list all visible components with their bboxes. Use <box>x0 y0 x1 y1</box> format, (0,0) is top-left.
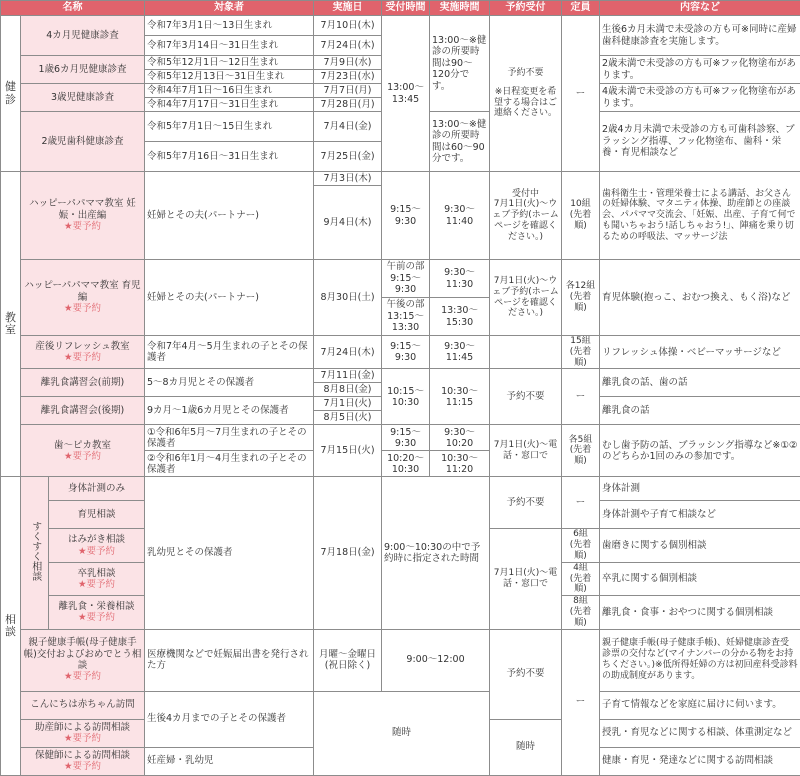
first-come-label: (先着順) <box>569 210 592 231</box>
consult-target: 妊産婦・乳幼児 <box>145 747 314 775</box>
reservation-required-badge: ★要予約 <box>77 545 116 557</box>
header-target: 対象者 <box>145 1 314 16</box>
class-capacity <box>562 260 600 336</box>
first-come-label: (先着順) <box>569 540 592 561</box>
exam-target: 令和5年7月1日～15日生まれ <box>145 112 314 142</box>
reservation-required-badge: ★要予約 <box>63 352 102 364</box>
exam-date: 7月10日(木) <box>314 16 382 36</box>
exam-name: 1歳6カ月児健康診査 <box>21 56 145 84</box>
capacity-count: 6組 <box>573 529 588 540</box>
class-content: 離乳食の話 <box>600 397 800 425</box>
exam-target: 令和7年3月14日～31日生まれ <box>145 36 314 56</box>
consult-name: 育児相談 <box>49 501 145 529</box>
header-row <box>1 1 800 16</box>
consult-booking: 随時 <box>490 719 562 775</box>
consult-capacity <box>562 562 600 595</box>
table-row <box>1 691 800 719</box>
consult-name <box>21 719 145 747</box>
class-time: 10:30～11:20 <box>430 451 490 477</box>
consult-name <box>21 747 145 775</box>
class-date: 8月30日(土) <box>314 260 382 336</box>
class-booking <box>490 172 562 260</box>
class-date: 8月5日(火) <box>314 411 382 425</box>
consult-time: 9:00～10:30の中で予約時に指定された時間 <box>382 477 490 629</box>
capacity-count: 10組 <box>570 199 591 210</box>
table-row <box>1 16 800 36</box>
class-booking <box>490 336 562 369</box>
consult-capacity: ー <box>562 629 600 775</box>
no-reservation-label: 予約不要 <box>507 67 544 78</box>
class-target: 妊婦とその夫(パートナー) <box>145 172 314 260</box>
exam-target: 令和5年12月13日～31日生まれ <box>145 70 314 84</box>
consult-name <box>49 562 145 595</box>
class-reception-time: 午後の部 13:15～13:30 <box>382 298 430 336</box>
table-row <box>1 629 800 691</box>
exam-target: 令和5年12月1日～12日生まれ <box>145 56 314 70</box>
section-soudan: 相談 <box>1 477 21 775</box>
class-time: 9:30～11:40 <box>430 172 490 260</box>
consult-content: 親子健康手帳(母子健康手帳)、妊婦健康診査受診票の交付など(マイナンバーの分かる物をお持ちください。)※低所得妊婦の方は初回産科受診料の助成制度があります。 <box>600 629 800 691</box>
exam-date: 7月23日(水) <box>314 70 382 84</box>
consult-content: 離乳食・食事・おやつに関する個別相談 <box>600 596 800 629</box>
class-time: 9:30～11:30 <box>430 260 490 298</box>
header-name: 名称 <box>1 1 145 16</box>
table-row <box>1 425 800 451</box>
consult-name <box>21 629 145 691</box>
class-capacity: ー <box>562 369 600 425</box>
consult-name: 身体計測のみ <box>49 477 145 501</box>
exam-content: 2歳未満で未受診の方も可※フッ化物塗布があります。 <box>600 56 800 84</box>
exam-target: 令和5年7月16日～31日生まれ <box>145 142 314 172</box>
exam-name: 3歳児健康診査 <box>21 84 145 112</box>
consult-content: 卒乳に関する個別相談 <box>600 562 800 595</box>
consult-title: 離乳食・栄養相談 <box>58 600 135 612</box>
header-date: 実施日 <box>314 1 382 16</box>
consult-target: 乳幼児とその保護者 <box>145 477 314 629</box>
exam-content: 2歳4カ月未満で未受診の方も可歯科診察、ブラッシング指導、フッ化物塗布、歯科・栄養・育児相談など <box>600 112 800 172</box>
sukusuku-label: すくすく相談 <box>29 521 41 582</box>
class-date: 9月4日(木) <box>314 186 382 260</box>
header-content: 内容など <box>600 1 800 16</box>
class-time: 9:30～10:20 <box>430 425 490 451</box>
class-reception-time: 9:15～9:30 <box>382 336 430 369</box>
consult-name <box>49 596 145 629</box>
class-name <box>21 172 145 260</box>
class-capacity <box>562 336 600 369</box>
section-sukusuku <box>21 477 49 629</box>
class-title: ハッピーパパママ教室 育児編 <box>24 280 141 303</box>
exam-capacity: ー <box>562 16 600 172</box>
capacity-count: 8組 <box>573 596 588 607</box>
header-capacity: 定員 <box>562 1 600 16</box>
reservation-required-badge: ★要予約 <box>63 450 102 462</box>
class-booking: 7月1日(火)～ウェブ予約(ホームページを確認ください。) <box>490 260 562 336</box>
class-title: 産後リフレッシュ教室 <box>35 340 130 352</box>
class-date: 7月11日(金) <box>314 369 382 383</box>
class-booking: 7月1日(火)～電話・窓口で <box>490 425 562 477</box>
consult-time: 9:00～12:00 <box>382 629 490 691</box>
capacity-count: 4組 <box>573 562 588 573</box>
reservation-required-badge: ★要予約 <box>63 221 102 233</box>
exam-date: 7月9日(水) <box>314 56 382 70</box>
section-kenshin: 健診 <box>1 16 21 172</box>
class-reception-time: 午前の部 9:15～9:30 <box>382 260 430 298</box>
class-reception-time: 10:15～10:30 <box>382 369 430 425</box>
header-booking: 予約受付 <box>490 1 562 16</box>
reservation-required-badge: ★要予約 <box>63 733 102 745</box>
table-row <box>1 172 800 186</box>
class-time: 10:30～11:15 <box>430 369 490 425</box>
exam-booking <box>490 16 562 172</box>
class-date: 7月1日(火) <box>314 397 382 411</box>
class-capacity <box>562 172 600 260</box>
exam-content: 生後6カ月未満で未受診の方も可※同時に産婦歯科健康診査を実施します。 <box>600 16 800 56</box>
first-come-label: (先着順) <box>569 445 592 467</box>
consult-booking: 予約不要 <box>490 629 562 719</box>
consult-title: 親子健康手帳(母子健康手帳)交付およびおめでとう相談 <box>23 637 142 672</box>
consult-name: こんにちは赤ちゃん訪問 <box>21 691 145 719</box>
first-come-label: (先着順) <box>569 606 592 628</box>
capacity-count: 各12組 <box>565 281 596 292</box>
exam-content: 4歳未満で未受診の方も可※フッ化物塗布があります。 <box>600 84 800 112</box>
class-content: むし歯予防の話、ブラッシング指導など※①②のどちらか1回のみの参加です。 <box>600 425 800 477</box>
exam-target: 令和7年3月1日～13日生まれ <box>145 16 314 36</box>
capacity-count: 15組 <box>570 336 591 346</box>
class-target: ②令和6年1月～4月生まれの子とその保護者 <box>145 451 314 477</box>
class-date: 7月15日(火) <box>314 425 382 477</box>
consult-target: 医療機関などで妊娠届出書を発行された方 <box>145 629 314 691</box>
web-booking-note: 7月1日(火)～ウェブ予約(ホームページを確認ください。) <box>492 199 559 242</box>
class-booking: 予約不要 <box>490 369 562 425</box>
exam-reception-time: 13:00～13:45 <box>382 16 430 172</box>
consult-capacity <box>562 529 600 562</box>
first-come-label: (先着順) <box>569 346 592 368</box>
class-target: 5～8カ月児とその保護者 <box>145 369 314 397</box>
class-name: 離乳食講習会(後期) <box>21 397 145 425</box>
table-row <box>1 336 800 369</box>
consult-content: 子育て情報などを家庭に届けに伺います。 <box>600 691 800 719</box>
class-target: 令和7年4月～5月生まれの子とその保護者 <box>145 336 314 369</box>
class-content: 歯科衛生士・管理栄養士による講話、お父さんの妊婦体験、マタニティ体操、助産師との座談会、パパママ交流会、「妊娠、出産、子育て何でも聞いちゃおう!話しちゃおう!」、陣痛を乗り切るための呼吸法、マッサージ法 <box>600 172 800 260</box>
class-date: 8月8日(金) <box>314 383 382 397</box>
table-row <box>1 477 800 501</box>
class-name <box>21 425 145 477</box>
section-kyoushitsu: 教室 <box>1 172 21 477</box>
first-come-label: (先着順) <box>569 573 592 595</box>
class-time: 13:30～15:30 <box>430 298 490 336</box>
consult-capacity <box>562 596 600 629</box>
exam-date: 7月4日(金) <box>314 112 382 142</box>
class-title: 歯～ピカ教室 <box>54 439 112 451</box>
class-content: 育児体験(抱っこ、おむつ換え、もく浴)など <box>600 260 800 336</box>
consult-content: 身体計測 <box>600 477 800 501</box>
consult-title: 卒乳相談 <box>77 567 116 579</box>
booking-status: 受付中 <box>512 188 540 199</box>
exam-time-note: 13:00～※健診の所要時間は90～120分です。 <box>430 16 490 112</box>
consult-content: 授乳・育児などに関する相談、体重測定など <box>600 719 800 747</box>
exam-target: 令和4年7月1日～16日生まれ <box>145 84 314 98</box>
first-come-label: (先着順) <box>569 292 592 313</box>
class-name <box>21 260 145 336</box>
reservation-required-badge: ★要予約 <box>77 578 116 590</box>
class-target: 9カ月～1歳6カ月児とその保護者 <box>145 397 314 425</box>
reservation-required-badge: ★要予約 <box>77 612 116 624</box>
class-content: リフレッシュ体操・ベビーマッサージなど <box>600 336 800 369</box>
header-time: 実施時間 <box>430 1 490 16</box>
reservation-required-badge: ★要予約 <box>63 761 102 773</box>
consult-capacity: ー <box>562 477 600 529</box>
exam-name: 4カ月児健康診査 <box>21 16 145 56</box>
class-target: ①令和6年5月～7月生まれの子とその保護者 <box>145 425 314 451</box>
booking-note: ※日程変更を希望する場合はご連絡ください。 <box>494 86 558 119</box>
consult-title: 助産師による訪問相談 <box>35 721 131 733</box>
class-date: 7月24日(木) <box>314 336 382 369</box>
class-target: 妊婦とその夫(パートナー) <box>145 260 314 336</box>
consult-booking: 7月1日(火)～電話・窓口で <box>490 529 562 629</box>
capacity-count: 各5組 <box>568 434 593 445</box>
class-reception-time: 9:15～9:30 <box>382 172 430 260</box>
class-name: 離乳食講習会(前期) <box>21 369 145 397</box>
class-time: 9:30～11:45 <box>430 336 490 369</box>
consult-date: 7月18日(金) <box>314 477 382 629</box>
class-capacity <box>562 425 600 477</box>
consult-content: 歯磨きに関する個別相談 <box>600 529 800 562</box>
reservation-required-badge: ★要予約 <box>63 303 102 315</box>
class-date: 7月3日(木) <box>314 172 382 186</box>
exam-date: 7月25日(金) <box>314 142 382 172</box>
class-title: ハッピーパパママ教室 妊娠・出産編 <box>29 198 136 221</box>
class-content: 離乳食の話、歯の話 <box>600 369 800 397</box>
exam-date: 7月24日(木) <box>314 36 382 56</box>
exam-target: 令和4年7月17日～31日生まれ <box>145 98 314 112</box>
class-reception-time: 9:15～9:30 <box>382 425 430 451</box>
consult-content: 身体計測や子育て相談など <box>600 501 800 529</box>
table-row <box>1 260 800 298</box>
consult-booking: 予約不要 <box>490 477 562 529</box>
consult-name <box>49 529 145 562</box>
exam-name: 2歳児歯科健康診査 <box>21 112 145 172</box>
consult-date: 月曜～金曜日(祝日除く) <box>314 629 382 691</box>
consult-schedule: 随時 <box>314 691 490 775</box>
class-reception-time: 10:20～10:30 <box>382 451 430 477</box>
exam-date: 7月7日(月) <box>314 84 382 98</box>
consult-content: 健康・育児・発達などに関する訪問相談 <box>600 747 800 775</box>
exam-time-note: 13:00～※健診の所要時間は60～90分です。 <box>430 112 490 172</box>
reservation-required-badge: ★要予約 <box>63 671 102 683</box>
header-reception-time: 受付時間 <box>382 1 430 16</box>
consult-title: はみがき相談 <box>68 534 126 546</box>
exam-date: 7月28日(月) <box>314 98 382 112</box>
table-row <box>1 369 800 383</box>
class-name <box>21 336 145 369</box>
consult-target: 生後4カ月までの子とその保護者 <box>145 691 314 747</box>
consult-title: 保健師による訪問相談 <box>35 749 131 761</box>
